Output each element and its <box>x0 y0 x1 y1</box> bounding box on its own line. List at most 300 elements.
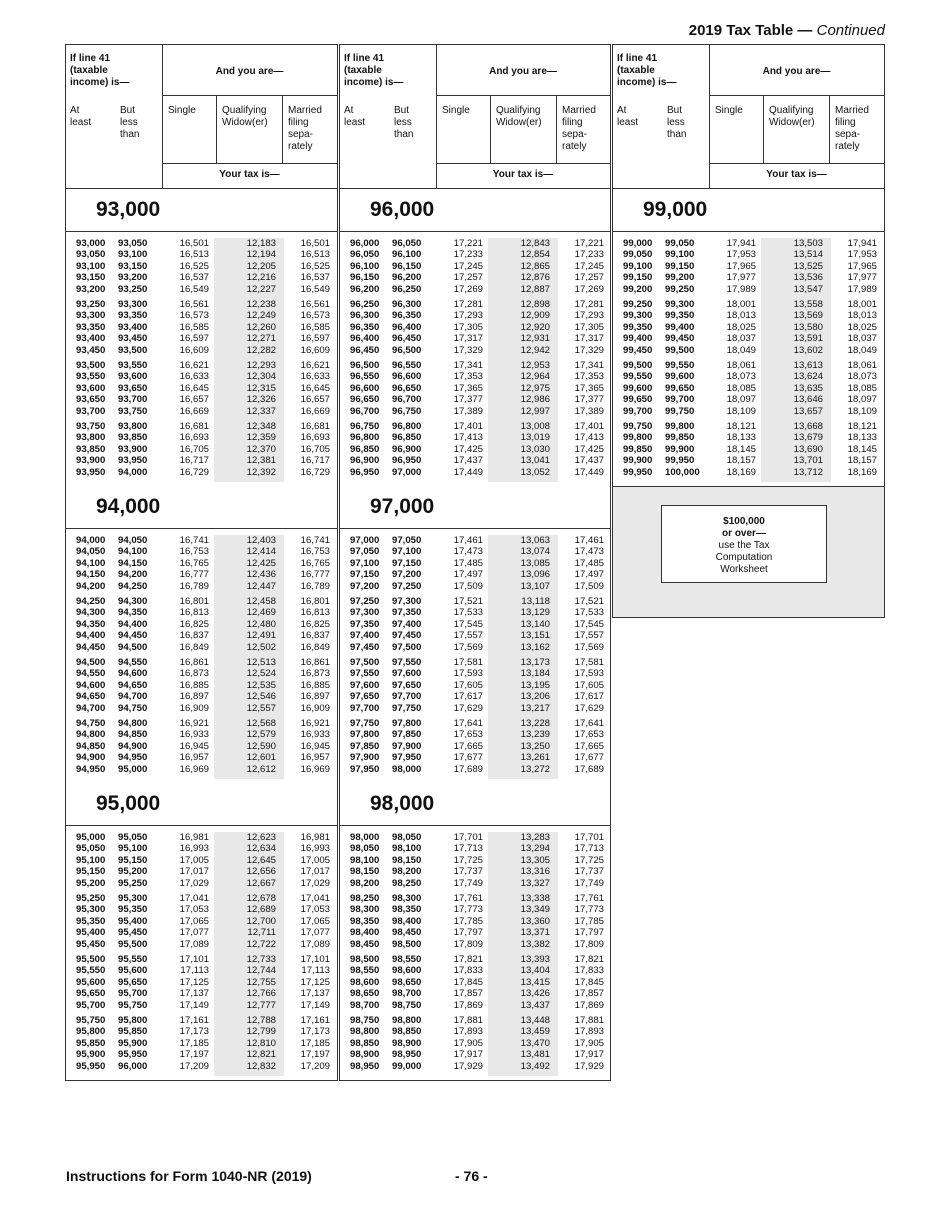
table-row <box>66 310 337 321</box>
single-tax: 18,061 <box>726 360 756 371</box>
footer-form-name: Instructions for Form 1040-NR (2019) <box>66 1168 312 1184</box>
at-least-value: 94,450 <box>76 641 106 653</box>
married-separately-tax: 17,305 <box>574 321 604 333</box>
but-less-value: 95,900 <box>118 1037 148 1049</box>
table-row <box>613 432 884 443</box>
single-tax: 17,437 <box>453 455 483 467</box>
qualifying-widow-tax: 12,315 <box>246 382 276 394</box>
qualifying-widow-label <box>222 105 268 129</box>
married-separately-tax: 18,157 <box>847 455 877 467</box>
footer-page-number: - 76 - <box>455 1168 488 1184</box>
table-row <box>66 657 337 668</box>
at-least-value: 93,050 <box>76 249 106 261</box>
married-separately-tax: 16,741 <box>300 535 330 546</box>
at-least-value: 93,350 <box>76 321 106 333</box>
single-tax: 17,269 <box>453 283 483 295</box>
table-row <box>66 1038 337 1049</box>
section-rows <box>613 232 884 487</box>
single-tax: 16,969 <box>179 763 209 775</box>
single-tax: 17,905 <box>453 1037 483 1049</box>
computation-worksheet-note <box>661 505 827 583</box>
note-line: use the Tax <box>718 540 770 551</box>
qualifying-widow-tax: 13,338 <box>520 893 550 904</box>
married-separately-tax: 17,029 <box>300 877 330 889</box>
married-separately-tax: 17,125 <box>300 976 330 988</box>
qualifying-widow-tax: 13,283 <box>520 832 550 843</box>
table-row <box>66 691 337 702</box>
row-block <box>66 535 337 596</box>
table-row <box>66 764 337 775</box>
but-less-value: 98,700 <box>392 988 422 1000</box>
at-least-value: 93,950 <box>76 466 106 478</box>
if-line-label <box>617 53 676 89</box>
married-separately-tax: 16,921 <box>300 718 330 729</box>
single-tax: 17,089 <box>179 938 209 950</box>
married-separately-tax: 16,669 <box>300 405 330 417</box>
but-less-value: 96,900 <box>392 443 422 455</box>
row-block <box>340 954 610 1015</box>
single-tax: 16,657 <box>179 394 209 406</box>
married-separately-tax: 17,533 <box>574 607 604 619</box>
at-least-value: 98,050 <box>350 843 380 855</box>
single-tax: 16,537 <box>179 272 209 284</box>
at-least-value: 96,000 <box>350 238 380 249</box>
table-row <box>66 729 337 740</box>
single-tax: 17,965 <box>726 260 756 272</box>
single-tax: 17,953 <box>726 249 756 261</box>
but-less-value: 97,250 <box>392 580 422 592</box>
but-less-value: 99,750 <box>665 405 695 417</box>
married-separately-tax: 18,037 <box>847 333 877 345</box>
qualifying-widow-tax: 13,668 <box>793 421 823 432</box>
married-separately-tax: 16,765 <box>300 557 330 569</box>
but-less-value: 99,050 <box>665 238 695 249</box>
but-less-than-label <box>394 105 413 141</box>
single-tax: 16,765 <box>179 557 209 569</box>
at-least-value: 98,350 <box>350 915 380 927</box>
single-tax: 17,209 <box>179 1060 209 1072</box>
at-least-value: 93,850 <box>76 443 106 455</box>
at-least-value: 99,500 <box>623 360 653 371</box>
but-less-value: 96,050 <box>392 238 422 249</box>
qualifying-widow-tax: 12,458 <box>246 596 276 607</box>
married-separately-tax: 17,173 <box>300 1026 330 1038</box>
at-least-value: 96,500 <box>350 360 380 371</box>
header-rule <box>709 95 884 96</box>
single-tax: 16,693 <box>179 432 209 444</box>
single-tax: 16,501 <box>179 238 209 249</box>
single-tax: 17,881 <box>453 1015 483 1026</box>
at-least-value: 97,050 <box>350 546 380 558</box>
table-row <box>66 866 337 877</box>
row-block <box>340 238 610 299</box>
married-separately-tax: 17,185 <box>300 1037 330 1049</box>
qualifying-widow-tax: 13,690 <box>793 443 823 455</box>
qualifying-widow-tax: 12,722 <box>246 938 276 950</box>
at-least-label-line: At <box>344 105 354 116</box>
single-tax: 18,037 <box>726 333 756 345</box>
table-row <box>66 954 337 965</box>
section-rows <box>66 826 337 1080</box>
married-separately-tax: 17,473 <box>574 546 604 558</box>
married-separately-tax: 17,725 <box>574 854 604 866</box>
single-tax: 17,185 <box>179 1037 209 1049</box>
at-least-value: 96,750 <box>350 421 380 432</box>
row-block <box>66 421 337 482</box>
qualifying-widow-tax: 13,096 <box>520 569 550 581</box>
qualifying-widow-tax: 13,569 <box>793 310 823 322</box>
table-row <box>613 371 884 382</box>
table-row <box>613 322 884 333</box>
but-less-value: 98,200 <box>392 866 422 878</box>
single-tax: 17,665 <box>453 740 483 752</box>
column-header <box>66 45 337 189</box>
single-tax: 18,025 <box>726 321 756 333</box>
single-tax: 17,065 <box>179 915 209 927</box>
table-row <box>613 406 884 417</box>
but-less-value: 93,550 <box>118 360 148 371</box>
single-tax: 17,233 <box>453 249 483 261</box>
row-block <box>340 718 610 779</box>
single-tax: 16,633 <box>179 371 209 383</box>
row-block <box>66 360 337 421</box>
but-less-value: 98,800 <box>392 1015 422 1026</box>
single-tax: 17,149 <box>179 999 209 1011</box>
married-separately-tax: 16,597 <box>300 333 330 345</box>
qualifying-widow-tax: 12,249 <box>246 310 276 322</box>
single-tax: 16,573 <box>179 310 209 322</box>
at-least-value: 99,250 <box>623 299 653 310</box>
table-row <box>66 1026 337 1037</box>
qualifying-widow-tax: 12,469 <box>246 607 276 619</box>
header-rule <box>436 95 610 96</box>
at-least-value: 95,500 <box>76 954 106 965</box>
but-less-value: 97,650 <box>392 679 422 691</box>
but-less-value: 94,850 <box>118 729 148 741</box>
at-least-value: 93,100 <box>76 260 106 272</box>
table-row <box>340 535 610 546</box>
but-less-than-label-line: than <box>667 129 687 140</box>
table-row <box>340 596 610 607</box>
table-row <box>340 927 610 938</box>
married-separately-tax: 16,789 <box>300 580 330 592</box>
at-least-value: 93,000 <box>76 238 106 249</box>
married-separately-tax: 17,905 <box>574 1037 604 1049</box>
married-separately-tax: 17,401 <box>574 421 604 432</box>
married-separately-tax: 17,689 <box>574 763 604 775</box>
at-least-value: 98,200 <box>350 877 380 889</box>
married-separately-tax: 17,917 <box>574 1049 604 1061</box>
single-tax: 17,005 <box>179 854 209 866</box>
but-less-value: 98,850 <box>392 1026 422 1038</box>
at-least-value: 95,300 <box>76 904 106 916</box>
qualifying-widow-tax: 12,348 <box>246 421 276 432</box>
at-least-value: 94,000 <box>76 535 106 546</box>
qualifying-widow-tax: 12,678 <box>246 893 276 904</box>
qualifying-widow-tax: 13,525 <box>793 260 823 272</box>
table-row <box>613 467 884 478</box>
married-separately-tax: 17,353 <box>574 371 604 383</box>
qualifying-widow-tax: 13,305 <box>520 854 550 866</box>
income-section-title: 93,000 <box>66 189 337 232</box>
table-row <box>66 1000 337 1011</box>
header-rule <box>162 95 337 96</box>
at-least-value: 95,050 <box>76 843 106 855</box>
qualifying-widow-tax: 12,568 <box>246 718 276 729</box>
single-tax: 17,869 <box>453 999 483 1011</box>
single-tax: 16,873 <box>179 668 209 680</box>
table-row <box>66 642 337 653</box>
table-row <box>66 630 337 641</box>
but-less-value: 99,650 <box>665 382 695 394</box>
table-row <box>340 691 610 702</box>
table-row <box>66 939 337 950</box>
single-tax: 17,641 <box>453 718 483 729</box>
if-line-text: income) is— <box>617 77 677 88</box>
single-tax: 16,897 <box>179 691 209 703</box>
at-least-value: 94,650 <box>76 691 106 703</box>
single-tax: 17,617 <box>453 691 483 703</box>
but-less-value: 95,250 <box>118 877 148 889</box>
single-tax: 17,341 <box>453 360 483 371</box>
at-least-value: 94,950 <box>76 763 106 775</box>
at-least-value: 99,850 <box>623 443 653 455</box>
single-tax: 16,909 <box>179 702 209 714</box>
but-less-value: 95,750 <box>118 999 148 1011</box>
married-separately-tax: 16,537 <box>300 272 330 284</box>
qualifying-widow-tax: 12,854 <box>520 249 550 261</box>
married-separately-tax: 16,729 <box>300 466 330 478</box>
table-row <box>66 977 337 988</box>
but-less-than-label-line: less <box>394 117 412 128</box>
but-less-value: 96,450 <box>392 333 422 345</box>
single-tax: 16,777 <box>179 569 209 581</box>
table-row <box>340 333 610 344</box>
single-tax: 17,509 <box>453 580 483 592</box>
table-row <box>613 284 884 295</box>
single-tax: 17,077 <box>179 927 209 939</box>
table-row <box>340 1015 610 1026</box>
at-least-label-line: At <box>70 105 80 116</box>
if-line-text: If line 41 <box>617 53 658 64</box>
but-less-value: 93,100 <box>118 249 148 261</box>
but-less-value: 99,600 <box>665 371 695 383</box>
at-least-value: 94,550 <box>76 668 106 680</box>
row-block <box>66 893 337 954</box>
table-row <box>66 249 337 260</box>
qualifying-widow-label-line: Qualifying <box>222 105 267 116</box>
qualifying-widow-tax: 12,436 <box>246 569 276 581</box>
but-less-value: 97,050 <box>392 535 422 546</box>
qualifying-widow-tax: 12,810 <box>246 1037 276 1049</box>
married-separately-tax: 18,085 <box>847 382 877 394</box>
at-least-value: 99,050 <box>623 249 653 261</box>
married-separately-tax: 17,581 <box>574 657 604 668</box>
at-least-value: 93,900 <box>76 455 106 467</box>
but-less-value: 94,750 <box>118 702 148 714</box>
single-label: Single <box>442 105 470 116</box>
qualifying-widow-tax: 12,260 <box>246 321 276 333</box>
table-row <box>66 432 337 443</box>
single-tax: 17,101 <box>179 954 209 965</box>
table-row <box>613 299 884 310</box>
but-less-value: 96,100 <box>392 249 422 261</box>
married-separately-label-line: filing <box>835 117 856 128</box>
qualifying-widow-tax: 13,349 <box>520 904 550 916</box>
married-separately-tax: 17,017 <box>300 866 330 878</box>
but-less-value: 93,650 <box>118 382 148 394</box>
qualifying-widow-tax: 12,645 <box>246 854 276 866</box>
but-less-value: 95,300 <box>118 893 148 904</box>
married-separately-tax: 17,509 <box>574 580 604 592</box>
but-less-value: 99,150 <box>665 260 695 272</box>
married-separately-tax: 17,437 <box>574 455 604 467</box>
row-block <box>340 657 610 718</box>
at-least-value: 97,700 <box>350 702 380 714</box>
over-100000-area <box>613 487 884 617</box>
married-separately-tax: 16,849 <box>300 641 330 653</box>
at-least-value: 95,900 <box>76 1049 106 1061</box>
married-separately-tax: 17,281 <box>574 299 604 310</box>
qualifying-widow-tax: 13,415 <box>520 976 550 988</box>
married-separately-tax: 17,257 <box>574 272 604 284</box>
table-row <box>340 904 610 915</box>
table-row <box>66 421 337 432</box>
single-tax: 16,921 <box>179 718 209 729</box>
married-separately-tax: 17,161 <box>300 1015 330 1026</box>
married-separately-tax: 17,893 <box>574 1026 604 1038</box>
qualifying-widow-tax: 12,403 <box>246 535 276 546</box>
qualifying-widow-tax: 12,832 <box>246 1060 276 1072</box>
table-row <box>340 272 610 283</box>
qualifying-widow-tax: 12,612 <box>246 763 276 775</box>
at-least-label-line: At <box>617 105 627 116</box>
but-less-value: 99,450 <box>665 333 695 345</box>
at-least-value: 98,800 <box>350 1026 380 1038</box>
qualifying-widow-tax: 12,326 <box>246 394 276 406</box>
married-separately-tax: 18,061 <box>847 360 877 371</box>
single-tax: 17,449 <box>453 466 483 478</box>
but-less-than-label-line: less <box>120 117 138 128</box>
at-least-label-line: least <box>70 117 92 128</box>
qualifying-widow-tax: 12,282 <box>246 344 276 356</box>
but-less-value: 93,950 <box>118 455 148 467</box>
at-least-value: 97,800 <box>350 729 380 741</box>
table-row <box>340 954 610 965</box>
single-tax: 17,701 <box>453 832 483 843</box>
married-separately-tax: 16,825 <box>300 618 330 630</box>
but-less-than-label-line: than <box>120 129 140 140</box>
single-tax: 17,833 <box>453 965 483 977</box>
married-separately-tax: 17,701 <box>574 832 604 843</box>
single-tax: 17,809 <box>453 938 483 950</box>
married-separately-tax: 16,897 <box>300 691 330 703</box>
at-least-value: 97,850 <box>350 740 380 752</box>
at-least-value: 99,150 <box>623 272 653 284</box>
at-least-value: 93,200 <box>76 283 106 295</box>
tax-table-panel <box>65 44 338 1081</box>
at-least-value: 99,100 <box>623 260 653 272</box>
but-less-value: 94,500 <box>118 641 148 653</box>
single-tax: 16,801 <box>179 596 209 607</box>
table-row <box>66 455 337 466</box>
married-separately-tax: 17,425 <box>574 443 604 455</box>
but-less-value: 94,350 <box>118 607 148 619</box>
qualifying-widow-tax: 12,711 <box>247 927 276 939</box>
table-row <box>340 421 610 432</box>
table-row <box>613 261 884 272</box>
at-least-value: 97,350 <box>350 618 380 630</box>
income-section-title: 95,000 <box>66 783 337 826</box>
but-less-than-label <box>120 105 139 141</box>
qualifying-widow-tax: 13,118 <box>521 596 550 607</box>
single-tax: 16,741 <box>179 535 209 546</box>
qualifying-widow-tax: 13,294 <box>520 843 550 855</box>
table-row <box>66 467 337 478</box>
married-separately-tax: 17,617 <box>574 691 604 703</box>
single-tax: 16,837 <box>179 630 209 642</box>
single-tax: 17,581 <box>453 657 483 668</box>
table-row <box>340 371 610 382</box>
table-row <box>340 1000 610 1011</box>
at-least-value: 98,550 <box>350 965 380 977</box>
single-tax: 17,677 <box>453 752 483 764</box>
but-less-value: 95,450 <box>118 927 148 939</box>
single-tax: 17,725 <box>453 854 483 866</box>
but-less-value: 96,250 <box>392 283 422 295</box>
married-separately-tax: 17,077 <box>300 927 330 939</box>
at-least-value: 96,250 <box>350 299 380 310</box>
table-row <box>66 322 337 333</box>
but-less-value: 98,250 <box>392 877 422 889</box>
qualifying-widow-tax: 12,381 <box>246 455 276 467</box>
qualifying-widow-tax: 13,503 <box>793 238 823 249</box>
table-row <box>66 878 337 889</box>
qualifying-widow-tax: 12,513 <box>246 657 276 668</box>
qualifying-widow-tax: 13,635 <box>793 382 823 394</box>
married-separately-tax: 16,681 <box>300 421 330 432</box>
but-less-value: 93,600 <box>118 371 148 383</box>
married-separately-tax: 17,269 <box>574 283 604 295</box>
at-least-value: 98,450 <box>350 938 380 950</box>
qualifying-widow-tax: 12,359 <box>246 432 276 444</box>
but-less-value: 97,400 <box>392 618 422 630</box>
table-row <box>66 988 337 999</box>
section-rows <box>340 826 610 1080</box>
but-less-value: 96,550 <box>392 360 422 371</box>
at-least-value: 98,600 <box>350 976 380 988</box>
single-tax: 18,109 <box>726 405 756 417</box>
at-least-value: 94,850 <box>76 740 106 752</box>
qualifying-widow-tax: 13,437 <box>520 999 550 1011</box>
married-separately-tax: 16,957 <box>300 752 330 764</box>
but-less-value: 96,400 <box>392 321 422 333</box>
single-tax: 18,085 <box>726 382 756 394</box>
single-tax: 17,653 <box>453 729 483 741</box>
table-row <box>340 1049 610 1060</box>
but-less-value: 97,300 <box>392 596 422 607</box>
married-separately-tax: 16,753 <box>300 546 330 558</box>
table-row <box>340 455 610 466</box>
at-least-value: 94,700 <box>76 702 106 714</box>
table-row <box>66 893 337 904</box>
single-tax: 17,161 <box>179 1015 209 1026</box>
table-row <box>66 345 337 356</box>
row-block <box>66 238 337 299</box>
married-separately-tax: 16,705 <box>300 443 330 455</box>
single-tax: 17,797 <box>453 927 483 939</box>
but-less-value: 94,900 <box>118 740 148 752</box>
